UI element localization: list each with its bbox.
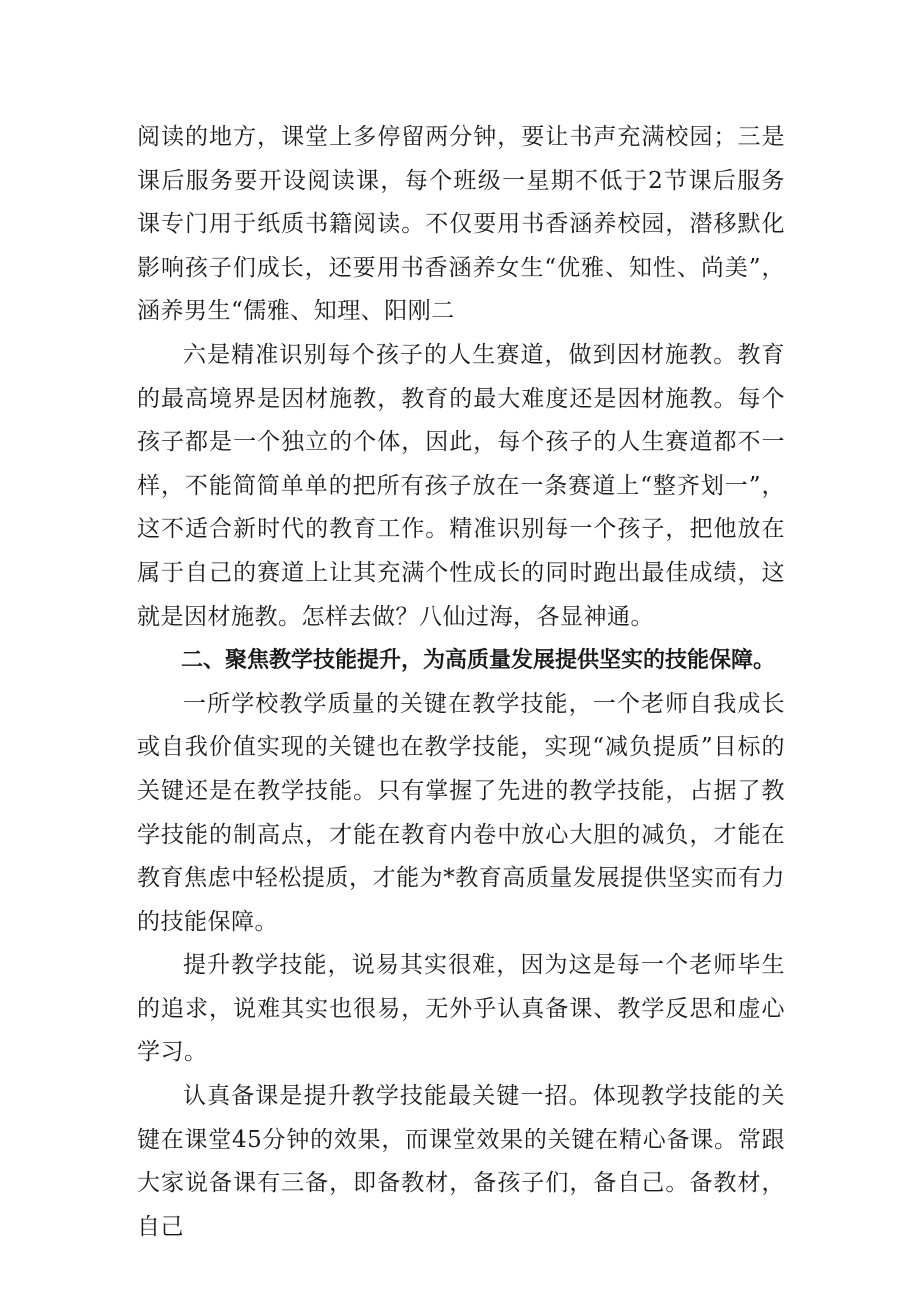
section-heading-teaching-skills: 二、聚焦教学技能提升，为高质量发展提供坚实的技能保障。 [181,648,776,674]
paragraph-lesson-preparation: 认真备课是提升教学技能最关键一招。体现教学技能的关键在课堂45分钟的效果，而课堂效果的关键在精心备课。常跟大家说备课有三备，即备教材，备孩子们，备自己。备教材，自己 [137,1083,785,1240]
paragraph-reading-continued: 阅读的地方，课堂上多停留两分钟，要让书声充满校园；三是课后服务要开设阅读课，每个班级一星期不低于2节课后服务课专门用于纸质书籍阅读。不仅要用书香涵养校园，潜移默化影响孩子们成长，还要用书香涵养女生“优雅、知性、尚美”，涵养男生“儒雅、知理、阳刚二 [137,124,785,325]
paragraph-improve-skills: 提升教学技能，说易其实很难，因为这是每一个老师毕生的追求，说难其实也很易，无外乎认真备课、教学反思和虚心学习。 [137,952,785,1066]
paragraph-teaching-skills-key: 一所学校教学质量的关键在教学技能，一个老师自我成长或自我价值实现的关键也在教学技能，实现“减负提质”目标的关键还是在教学技能。只有掌握了先进的教学技能，占据了教学技能的制高点，才能在教育内卷中放心大胆的减负，才能在教育焦虑中轻松提质，才能为*教育高质量发展提供坚实而有力的技能保障。 [137,690,785,935]
paragraph-individualized-teaching: 六是精准识别每个孩子的人生赛道，做到因材施教。教育的最高境界是因材施教，教育的最大难度还是因材施教。每个孩子都是一个独立的个体，因此，每个孩子的人生赛道都不一样，不能简简单单的把所有孩子放在一条赛道上“整齐划一”，这不适合新时代的教育工作。精准识别每一个孩子，把他放在属于自己的赛道上让其充满个性成长的同时跑出最佳成绩，这就是因材施教。怎样去做？八仙过海，各显神通。 [137,341,785,630]
document-body [137,116,785,1249]
